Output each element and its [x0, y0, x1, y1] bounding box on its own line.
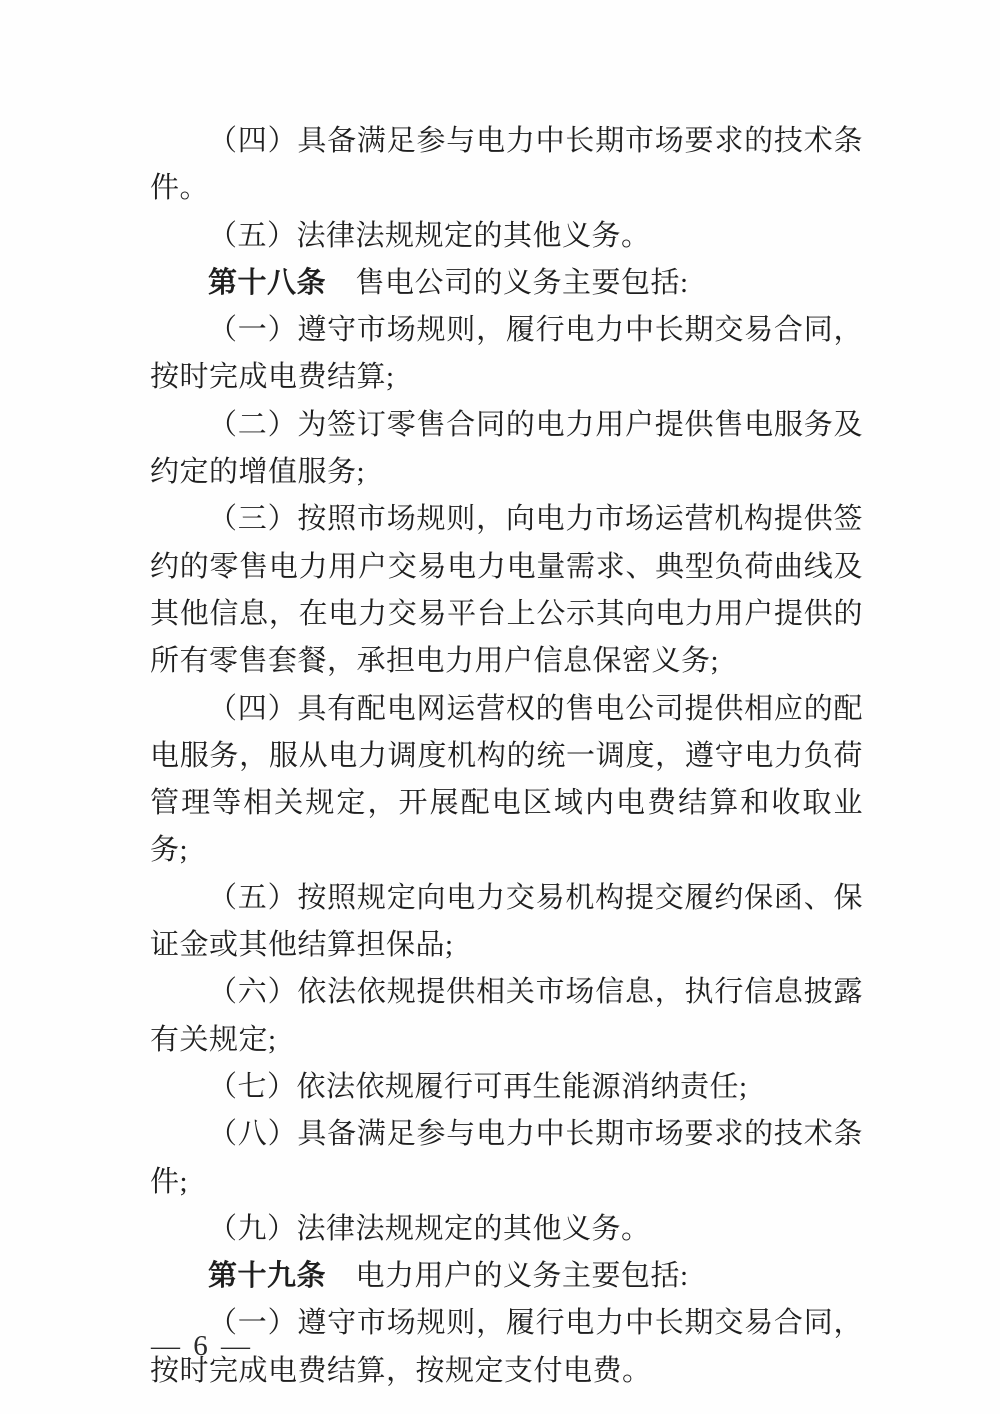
clause-text: （四）具有配电网运营权的售电公司提供相应的配电服务，服从电力调度机构的统一调度，遵守电力负荷管理等相关规定，开展配电区域内电费结算和收取业务;: [150, 692, 863, 867]
clause-text: （一）遵守市场规则，履行电力中长期交易合同，按时完成电费结算，按规定支付电费。: [150, 1307, 863, 1387]
article-18-clause-2: [150, 402, 863, 497]
clause-text: （九）法律法规规定的其他义务。: [208, 1212, 651, 1245]
article-heading-text: 电力用户的义务主要包括:: [326, 1260, 689, 1293]
clause-text: （五）法律法规规定的其他义务。: [208, 219, 651, 252]
article-18-clause-7: [150, 1064, 863, 1111]
clause-text: （一）遵守市场规则，履行电力中长期交易合同，按时完成电费结算;: [150, 314, 863, 394]
clause-item-5: [150, 213, 863, 260]
clause-text: （二）为签订零售合同的电力用户提供售电服务及约定的增值服务;: [150, 408, 863, 489]
article-18-clause-3: [150, 496, 863, 685]
article-number: 第十九条: [208, 1260, 327, 1293]
article-18-clause-9: [150, 1206, 863, 1253]
page-number: — 6 —: [151, 1330, 253, 1362]
clause-text: （四）具备满足参与电力中长期市场要求的技术条件。: [150, 125, 863, 205]
clause-text: （七）依法依规履行可再生能源消纳责任;: [208, 1070, 748, 1103]
document-body: [150, 118, 863, 1395]
article-heading-text: 售电公司的义务主要包括:: [326, 266, 689, 299]
clause-text: （八）具备满足参与电力中长期市场要求的技术条件;: [150, 1118, 863, 1198]
clause-text: （五）按照规定向电力交易机构提交履约保函、保证金或其他结算担保品;: [150, 881, 863, 962]
clause-text: （三）按照市场规则，向电力市场运营机构提供签约的零售电力用户交易电力电量需求、典型负荷曲线及其他信息，在电力交易平台上公示其向电力用户提供的所有零售套餐，承担电力用户信息保密义务;: [150, 503, 863, 678]
clause-item-4: [150, 118, 863, 213]
article-18-clause-8: [150, 1111, 863, 1206]
article-18-heading: [150, 260, 863, 307]
article-18-clause-6: [150, 969, 863, 1064]
article-18-clause-1: [150, 307, 863, 402]
article-number: 第十八条: [208, 266, 327, 299]
clause-text: （六）依法依规提供相关市场信息，执行信息披露有关规定;: [150, 976, 863, 1056]
article-19-clause-1: [150, 1300, 863, 1395]
article-18-clause-5: [150, 875, 863, 970]
article-18-clause-4: [150, 686, 863, 875]
article-19-heading: [150, 1253, 863, 1300]
